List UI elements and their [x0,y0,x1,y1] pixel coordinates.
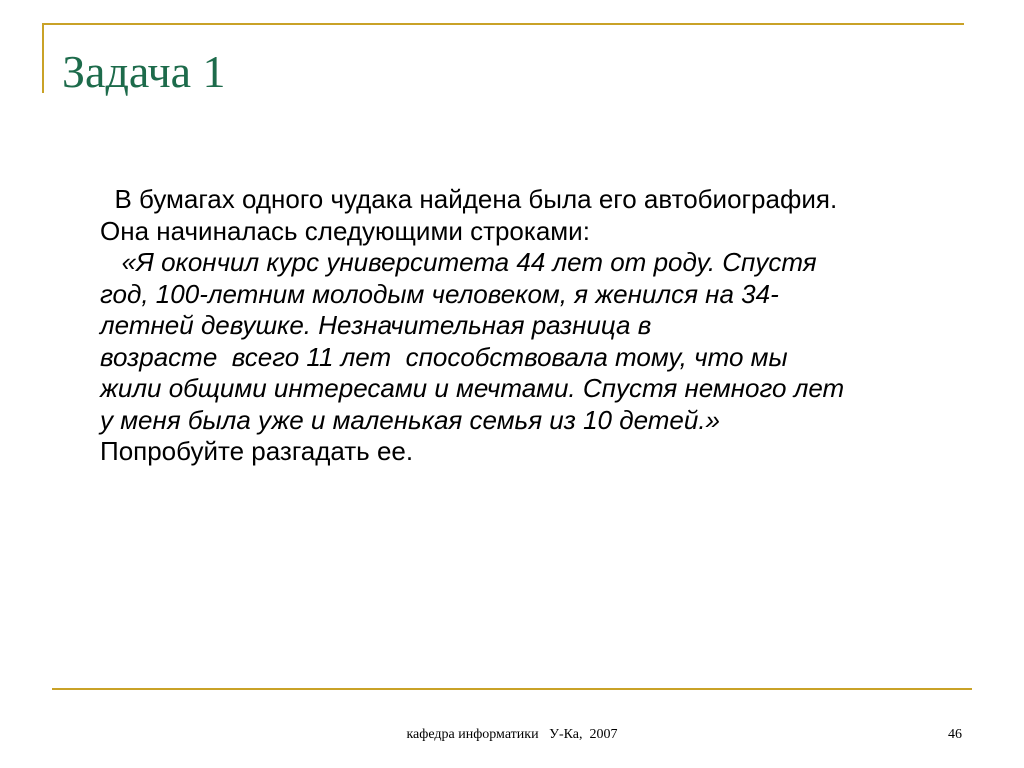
title-accent-bar [42,23,44,93]
footer-divider [52,688,972,690]
quote-line: летней девушке. Незначительная разница в [100,310,652,340]
slide-body [100,184,980,468]
footer-caption: кафедра информатики У-Ка, 2007 [406,727,618,742]
quote-line: у меня была уже и маленькая семья из 10 детей.» [100,404,721,435]
quote-line: год, 100-летним молодым человеком, я женился на 34- [100,278,779,309]
slide-title: Задача 1 [62,46,226,97]
quote-line: жили общими интересами и мечтами. Спустя немного лет [100,373,845,403]
page-number: 46 [948,727,962,742]
top-divider [42,23,964,25]
body-line: В бумагах одного чудака найдена была его автобиография. [100,184,838,214]
quote-line: «Я окончил курс университета 44 лет от роду. Спустя [100,247,817,277]
body-line: Она начиналась следующими строками: [100,215,590,246]
quote-line: возрасте всего 11 лет способствовала тому, что мы [100,341,788,372]
body-line: Попробуйте разгадать ее. [100,436,414,466]
